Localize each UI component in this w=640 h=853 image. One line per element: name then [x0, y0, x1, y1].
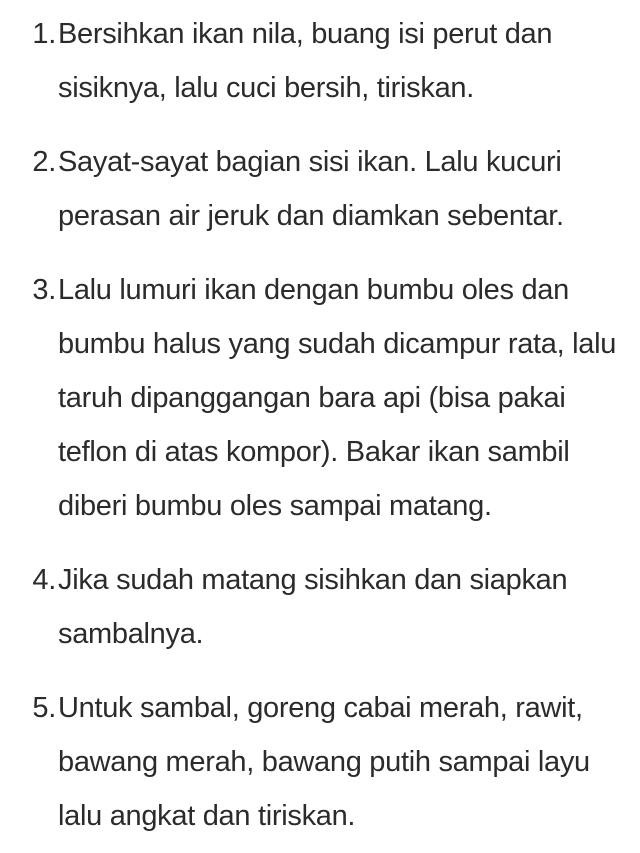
list-item-step-1	[0, 7, 640, 115]
steps-container	[0, 7, 640, 853]
step-text: Sayat-sayat bagian sisi ikan. Lalu kucuri perasan air jeruk dan diamkan sebentar.	[58, 146, 564, 232]
step-text: Lalu lumuri ikan dengan bumbu oles dan bumbu halus yang sudah dicampur rata, lalu taruh dipanggangan bara api (bisa pakai teflon di atas kompor). Bakar ikan sambil diberi bumbu oles sampai matang.	[58, 274, 617, 522]
list-item-step-4	[0, 553, 640, 661]
list-item-step-2	[0, 135, 640, 243]
instruction-list	[0, 7, 640, 843]
step-number: 3.	[32, 274, 56, 306]
step-number: 5.	[32, 692, 56, 724]
step-number: 4.	[32, 564, 56, 596]
step-number: 2.	[32, 146, 56, 178]
list-item-step-3	[0, 263, 640, 533]
step-text: Bersihkan ikan nila, buang isi perut dan sisiknya, lalu cuci bersih, tiriskan.	[58, 18, 553, 104]
step-text: Jika sudah matang sisihkan dan siapkan sambalnya.	[58, 564, 568, 650]
step-text: Untuk sambal, goreng cabai merah, rawit, bawang merah, bawang putih sampai layu lalu angkat dan tiriskan.	[58, 692, 590, 832]
step-number: 1.	[32, 18, 56, 50]
list-item-step-5	[0, 681, 640, 843]
